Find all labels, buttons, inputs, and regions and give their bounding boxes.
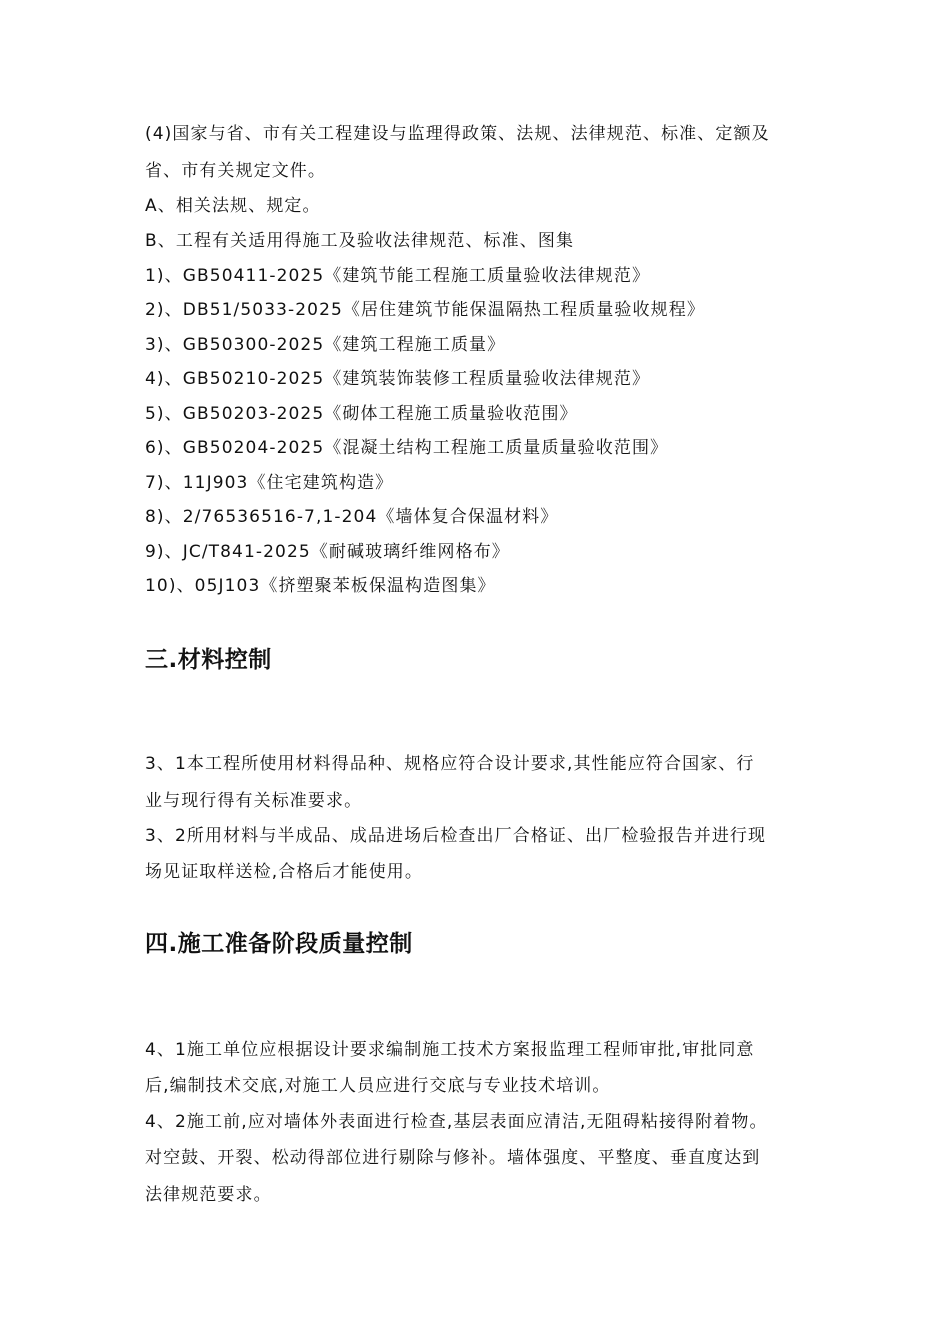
list-item: 8)、2/76536516-7,1-204《墙体复合保温材料》 (145, 507, 559, 527)
paragraph-line: 3、2所用材料与半成品、成品进场后检查出厂合格证、出厂检验报告并进行现 (145, 826, 767, 846)
list-item: 9)、JC/T841-2025《耐碱玻璃纤维网格布》 (145, 542, 510, 562)
paragraph-line: 对空鼓、开裂、松动得部位进行剔除与修补。墙体强度、平整度、垂直度达到 (145, 1148, 761, 1168)
list-item: 2)、DB51/5033-2025《居住建筑节能保温隔热工程质量验收规程》 (145, 300, 705, 320)
paragraph-line: 4、1施工单位应根据设计要求编制施工技术方案报监理工程师审批,审批同意 (145, 1040, 755, 1060)
list-item: 6)、GB50204-2025《混凝土结构工程施工质量质量验收范围》 (145, 438, 669, 458)
paragraph-line: 省、市有关规定文件。 (145, 161, 326, 181)
paragraph-line: 业与现行得有关标准要求。 (145, 791, 363, 811)
list-item: 1)、GB50411-2025《建筑节能工程施工质量验收法律规范》 (145, 266, 651, 286)
section-heading: 三.材料控制 (145, 647, 272, 673)
paragraph-line: A、相关法规、规定。 (145, 196, 321, 216)
paragraph-line: 场见证取样送检,合格后才能使用。 (145, 862, 424, 882)
list-item: 3)、GB50300-2025《建筑工程施工质量》 (145, 335, 506, 355)
list-item: 4)、GB50210-2025《建筑装饰装修工程质量验收法律规范》 (145, 369, 651, 389)
paragraph-line: (4)国家与省、市有关工程建设与监理得政策、法规、法律规范、标准、定额及 (145, 124, 770, 144)
paragraph-line: 4、2施工前,应对墙体外表面进行检查,基层表面应清洁,无阻碍粘接得附着物。 (145, 1112, 768, 1132)
list-item: 5)、GB50203-2025《砌体工程施工质量验收范围》 (145, 404, 578, 424)
list-item: 10)、05J103《挤塑聚苯板保温构造图集》 (145, 576, 496, 596)
paragraph-line: 3、1本工程所使用材料得品种、规格应符合设计要求,其性能应符合国家、行 (145, 754, 755, 774)
paragraph-line: 法律规范要求。 (145, 1185, 272, 1205)
paragraph-line: B、工程有关适用得施工及验收法律规范、标准、图集 (145, 231, 575, 251)
paragraph-line: 后,编制技术交底,对施工人员应进行交底与专业技术培训。 (145, 1076, 611, 1096)
list-item: 7)、11J903《住宅建筑构造》 (145, 473, 394, 493)
section-heading: 四.施工准备阶段质量控制 (145, 931, 413, 957)
